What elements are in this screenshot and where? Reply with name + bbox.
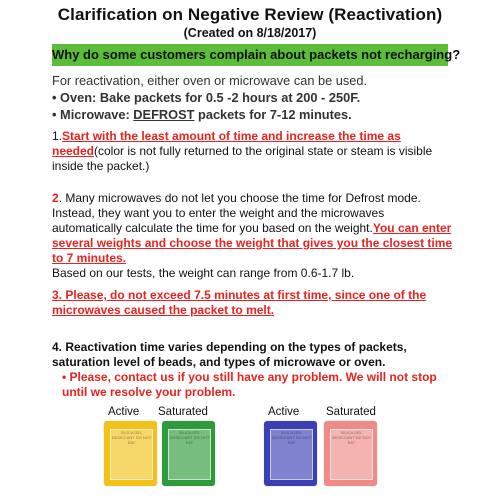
packet-yellow-active (104, 421, 157, 486)
packet-photos (96, 406, 416, 494)
page-title: Clarification on Negative Review (Reactivation) (57, 5, 443, 24)
section-4 (52, 340, 457, 400)
section-1 (52, 129, 457, 174)
label-active-2: Active (268, 406, 300, 418)
section-2-note: Based on our tests, the weight can range from 0.6-1.7 lb. (52, 266, 355, 280)
microwave-instruction (52, 106, 457, 123)
packet-label: SILICA GEL DESICCANT DO NOT EAT (330, 429, 373, 480)
section-2-red-text: You can enter several weights and choose the weight that gives you the closest time to 7 minutes. (52, 221, 453, 265)
label-active-1: Active (108, 406, 140, 418)
section-1-red-text: Start with the least amount of time and increase the time as needed (52, 129, 401, 158)
section-4-text: 4. Reactivation time varies depending on the types of packets, saturation level of beads, and types of microwave or oven. (52, 340, 407, 369)
section-3 (52, 288, 457, 318)
packet-label: SILICA GEL DESICCANT DO NOT EAT (270, 429, 313, 480)
microwave-prefix: • Microwave: (52, 107, 134, 122)
defrost-word: DEFROST (133, 107, 195, 122)
oven-instruction: • Oven: Bake packets for 0.5 -2 hours at 200 - 250F. (52, 90, 361, 105)
intro-section (52, 72, 457, 123)
page-subtitle: (Created on 8/18/2017) (183, 26, 317, 40)
packet-label: SILICA GEL DESICCANT DO NOT EAT (110, 429, 153, 480)
section-2-number: 2 (52, 191, 59, 205)
section-2 (52, 191, 457, 281)
section-3-red-text: Please, do not exceed 7.5 minutes at first time, since one of the microwaves caused the packet to melt. (52, 288, 427, 317)
label-saturated-1: Saturated (158, 406, 208, 418)
section-1-number: 1. (52, 129, 63, 143)
packet-label: SILICA GEL DESICCANT DO NOT EAT (168, 429, 211, 480)
packet-blue-active (264, 421, 317, 486)
section-2-text: . Many microwaves do not let you choose the time for Defrost mode. Instead, they want you to enter the weight and the microwaves automatically calculate the time for you based on the weight. (52, 191, 421, 235)
microwave-suffix: packets for 7-12 minutes. (194, 107, 352, 122)
section-1-text: (color is not fully returned to the original state or steam is visible inside the packet.) (52, 144, 433, 173)
contact-bullet: • Please, contact us if you still have any problem. We will not stop until we resolve your problem. (62, 370, 437, 399)
question-banner: Why do some customers complain about packets not recharging? (52, 44, 448, 66)
packet-green-saturated (162, 421, 215, 486)
intro-line: For reactivation, either oven or microwave can be used. (52, 73, 368, 88)
packet-pink-saturated (324, 421, 377, 486)
section-3-number: 3. (52, 288, 63, 302)
label-saturated-2: Saturated (326, 406, 376, 418)
